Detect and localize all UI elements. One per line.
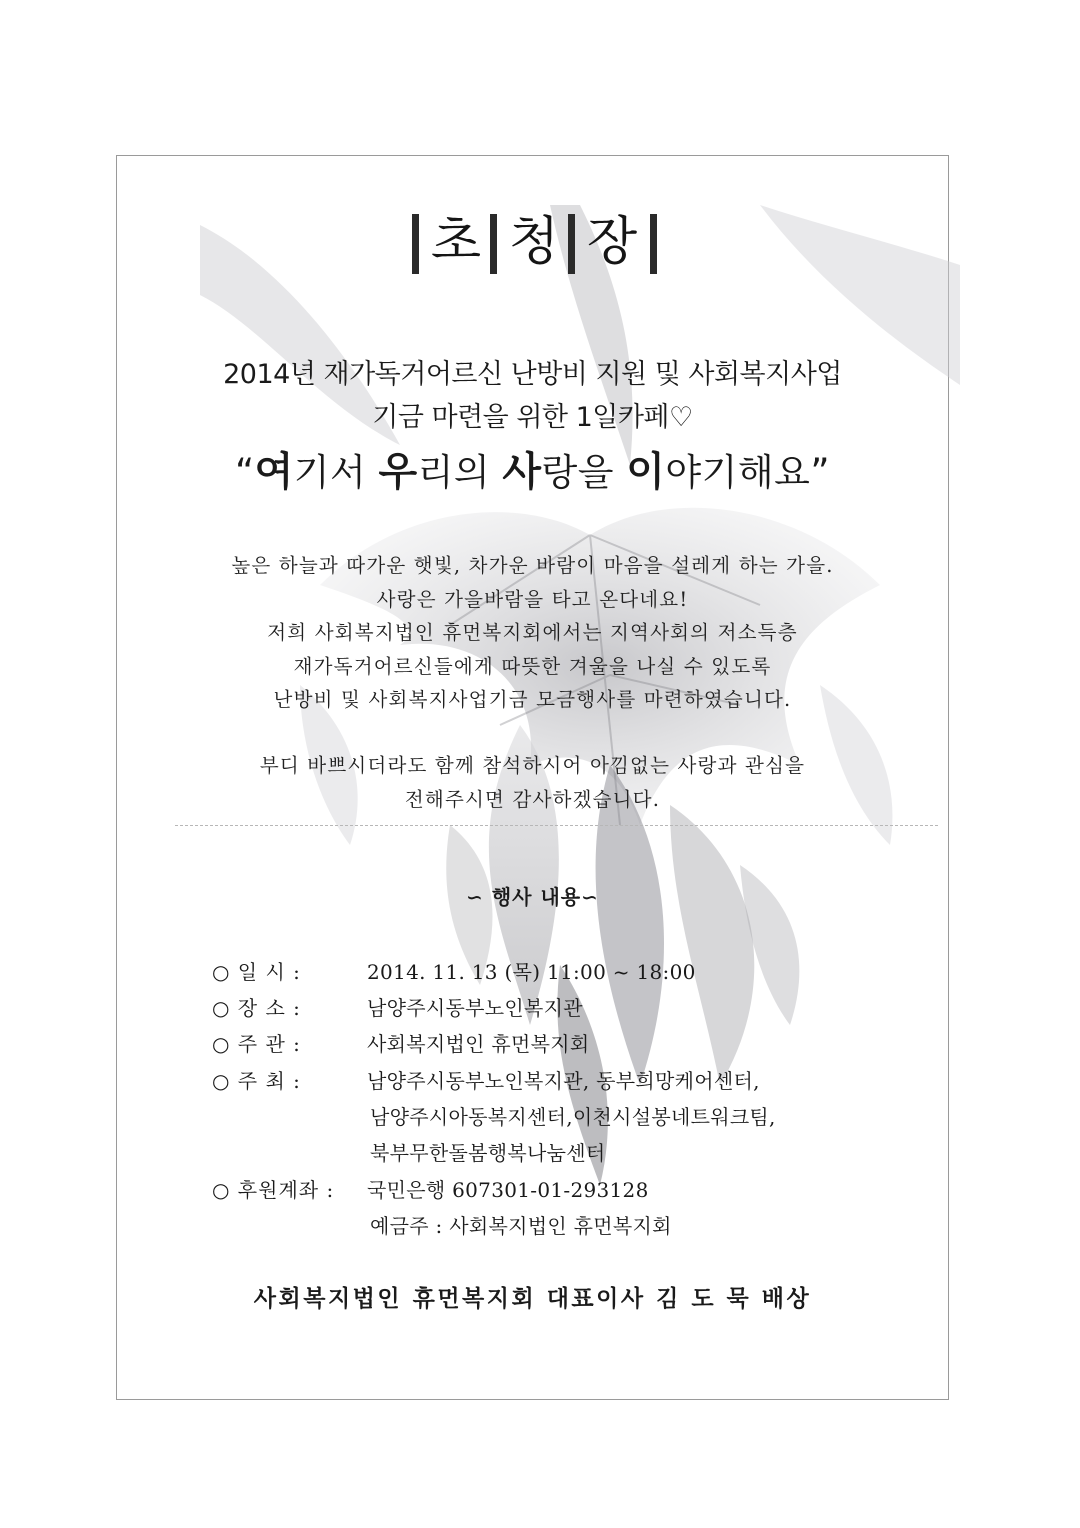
detail-row-date	[212, 956, 696, 985]
detail-label: ○ 장 소 :	[212, 996, 301, 1020]
detail-value: 국민은행 607301-01-293128	[367, 1178, 649, 1202]
detail-label: ○ 주 관 :	[212, 1032, 301, 1056]
title-char-2: 청	[508, 212, 560, 272]
request-line: 전해주시면 감사하겠습니다.	[404, 788, 661, 811]
title-divider	[412, 214, 419, 274]
detail-continuation: 북부무한돌봄행복나눔센터	[370, 1141, 606, 1165]
intro-line: 높은 하늘과 따가운 햇빛, 차가운 바람이 마음을 설레게 하는 가을.	[231, 554, 834, 577]
intro-line: 사랑은 가을바람을 타고 온다네요!	[376, 588, 689, 611]
slogan-text: 기서	[293, 451, 379, 494]
section-title: ∽ 행사 내용∽	[466, 885, 599, 909]
invitation-title	[410, 206, 662, 278]
title-char-3: 장	[586, 212, 638, 272]
detail-value: 사회복지법인 휴먼복지회	[367, 1032, 590, 1056]
detail-label: ○ 일 시 :	[212, 960, 301, 984]
title-char-1: 초	[430, 212, 482, 272]
slogan-emphasis: 사	[502, 449, 542, 495]
intro-line: 저희 사회복지법인 휴먼복지회에서는 지역사회의 저소득층	[267, 621, 798, 644]
signature-line: 사회복지법인 휴먼복지회 대표이사 김 도 묵 배상	[253, 1286, 812, 1312]
section-divider	[175, 825, 938, 826]
detail-row-host	[212, 1065, 760, 1094]
slogan-text: 야기해요	[665, 451, 811, 494]
request-line: 부디 바쁘시더라도 함께 참석하시어 아낌없는 사랑과 관심을	[259, 754, 806, 777]
event-slogan	[116, 440, 949, 497]
slogan-text: 랑을	[541, 451, 627, 494]
slogan-emphasis: 여	[254, 449, 294, 495]
close-quote: ”	[810, 451, 831, 494]
slogan-emphasis: 우	[378, 449, 418, 495]
title-divider	[650, 214, 657, 274]
intro-line: 재가독거어르신들에게 따뜻한 겨울을 나실 수 있도록	[293, 655, 772, 678]
detail-value: 남양주시동부노인복지관	[367, 996, 583, 1020]
account-holder: 예금주 : 사회복지법인 휴먼복지회	[370, 1214, 672, 1238]
slogan-text: 리의	[417, 451, 503, 494]
detail-label: ○ 후원계좌 :	[212, 1178, 335, 1202]
detail-row-venue	[212, 992, 583, 1021]
title-divider	[568, 214, 575, 274]
title-divider	[490, 214, 497, 274]
headline-line-1: 2014년 재가독거어르신 난방비 지원 및 사회복지사업	[223, 359, 842, 390]
headline-line-2: 기금 마련을 위한 1일카페♡	[372, 402, 693, 433]
detail-row-organizer	[212, 1028, 589, 1057]
detail-continuation: 남양주시아동복지센터,이천시설봉네트워크팀,	[370, 1105, 776, 1129]
slogan-emphasis: 이	[626, 449, 666, 495]
intro-line: 난방비 및 사회복지사업기금 모금행사를 마련하였습니다.	[273, 688, 792, 711]
detail-value: 남양주시동부노인복지관, 동부희망케어센터,	[367, 1069, 760, 1093]
detail-label: ○ 주 최 :	[212, 1069, 301, 1093]
detail-value: 2014. 11. 13 (목) 11:00 ~ 18:00	[367, 960, 696, 984]
open-quote: “	[234, 451, 255, 494]
detail-row-account	[212, 1174, 649, 1203]
